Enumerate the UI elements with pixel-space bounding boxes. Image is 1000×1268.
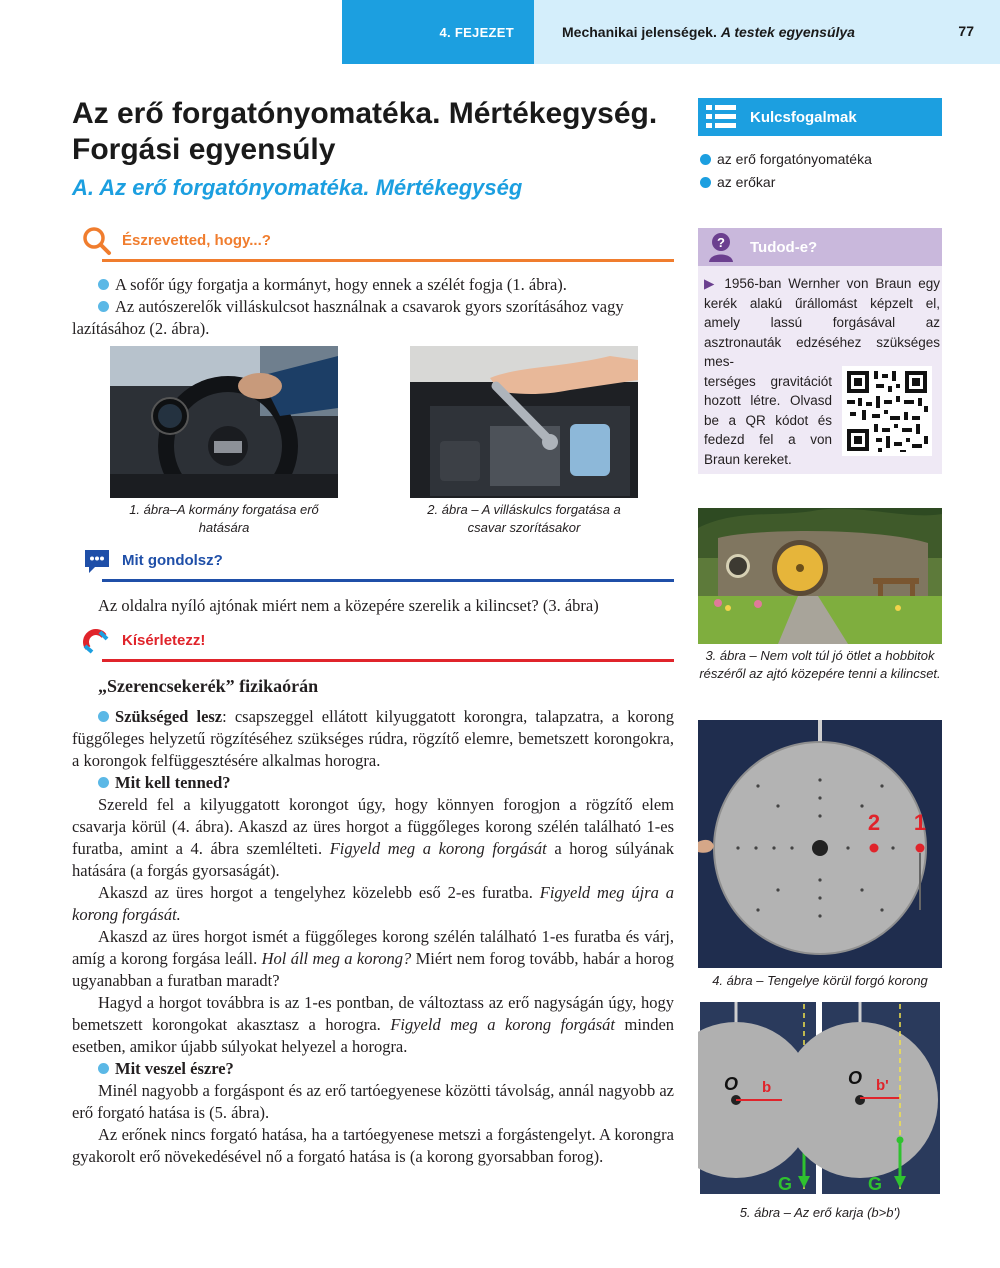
bullet-dot — [700, 177, 711, 188]
text: minden esetben, amikor újabb súlyokat helyezel a horogra. — [72, 1015, 675, 1056]
gondolsz-text: Az oldalra nyíló ajtónak miért nem a közepére szerelik a kilincset? (3. ábra) — [98, 596, 599, 615]
force-label-right: G — [868, 1174, 883, 1194]
lever-arm-diagram — [698, 1000, 942, 1196]
person-question-icon — [706, 232, 736, 262]
needs-text: : csapszeggel ellátott kilyuggatott korongra, talapzatra, a korong függőleges helyzetű rögzítéséhez szükséges rúdra, rögzítő elemre, bemetszett korongokra, a korongok felfüggesztésére alkalmas horogra. — [72, 707, 675, 770]
figure-1-caption: 1. ábra–A kormány forgatása erő hatására — [129, 502, 319, 535]
tudod-text-wide: 1956-ban Wernher von Braun egy kerék alakú űrállomást képzelt el, amely lassú forgásával az asztronauták edzéséhez szükséges mes- — [704, 276, 940, 369]
hobbit-door-photo — [698, 508, 942, 644]
steering-wheel-photo — [110, 346, 338, 498]
magnet-icon — [82, 626, 112, 656]
paragraph-text: A sofőr úgy forgatja a kormányt, hogy ennek a szélét fogja (1. ábra). — [115, 275, 567, 294]
speech-bubble-icon — [82, 546, 112, 576]
text-italic: Figyeld meg a korong forgását — [390, 1015, 616, 1034]
paragraph — [72, 296, 674, 340]
title-line-1: Az erő forgatónyomatéka. Mértékegység. — [72, 97, 658, 130]
experiment-heading: „Szerencsekerék” fizikaórán — [98, 676, 319, 696]
figure-3-caption: 3. ábra – Nem volt túl jó ötlet a hobbitok részéről az ajtó közepére tenni a kilincset. — [699, 648, 941, 681]
text: Hagyd a horgot továbbra is az 1-es pontban, de változtass az erő nagyságán úgy, hogy bemetszett korongokat akasztasz a horogra. — [72, 993, 674, 1034]
kulcsfogalmak-header — [698, 98, 942, 136]
qr-code — [842, 366, 932, 456]
tudod-paragraph-narrow: terséges gravitációt hozott létre. Olvasd be a QR kódot és fedezd fel a von Braun kereket. — [704, 373, 832, 467]
text-italic: Hol áll meg a korong? — [261, 949, 412, 968]
todo-label: Mit kell tenned? — [115, 773, 231, 792]
text: Szereld fel a kilyuggatott korongot úgy, hogy könnyen forogjon a rögzítő elem csavarja körül (4. ábra). Akaszd az üres horgot a függőleges korong szélén található 1-es furatba, amint a 4. ábra szemlélteti. — [72, 795, 674, 858]
tudod-paragraph-wide — [704, 274, 940, 372]
paragraph — [72, 1058, 674, 1080]
section-header-eszrevetted — [72, 226, 674, 262]
concept-item — [700, 148, 872, 171]
concept-list — [700, 148, 872, 194]
hole-1-marker — [916, 844, 925, 853]
figure-2-caption: 2. ábra – A villáskulcs forgatása a csavar szorításakor — [427, 502, 621, 535]
bullet-dot — [98, 777, 109, 788]
topic-main: Mechanikai jelenségek. — [562, 24, 717, 40]
tudod-header — [698, 228, 942, 266]
concept-item — [700, 171, 872, 194]
paragraph — [72, 882, 674, 926]
bullet-dot — [98, 711, 109, 722]
section-divider — [102, 659, 674, 662]
section-divider — [102, 259, 674, 262]
needs-label: Szükséged lesz — [115, 707, 223, 726]
paragraph-text: Az autószerelők villáskulcsot használnak a csavarok gyors szorításához vagy lazításához (2. ábra). — [72, 297, 624, 338]
rotating-disk-photo — [698, 720, 942, 968]
section-subtitle: A. Az erő forgatónyomatéka. Mértékegység — [72, 175, 523, 200]
concept-text: az erő forgatónyomatéka — [717, 151, 872, 167]
paragraph — [72, 274, 674, 296]
tudod-label: Tudod-e? — [750, 239, 818, 256]
paragraph — [72, 772, 674, 794]
experiment-text — [72, 706, 674, 1168]
section-header-gondolsz — [72, 546, 674, 582]
section-divider — [102, 579, 674, 582]
kulcsfogalmak-label: Kulcsfogalmak — [750, 109, 857, 126]
hole-1-label: 1 — [913, 810, 927, 835]
paragraph — [72, 794, 674, 882]
figure-4-caption: 4. ábra – Tengelye körül forgó korong — [712, 973, 928, 988]
list-icon — [706, 104, 736, 130]
text: a horog súlyának hatására (a forgás gyorsaságát). — [72, 839, 675, 880]
arm-label-b: b — [762, 1079, 772, 1096]
triangle-bullet-icon: ▶ — [704, 276, 718, 291]
hole-2-marker — [870, 844, 879, 853]
page-number: 77 — [958, 23, 974, 39]
paragraph — [72, 706, 674, 772]
title-line-2: Forgási egyensúly — [72, 133, 336, 166]
text-italic: Figyeld meg a korong forgását — [329, 839, 547, 858]
bullet-dot — [700, 154, 711, 165]
paragraph — [72, 992, 674, 1058]
arm-label-b-prime: b' — [876, 1077, 889, 1094]
topic-italic: A testek egyensúlya — [720, 24, 855, 40]
text: Akaszd az üres horgot ismét a függőleges korong szélén található 1-es furatba és várj, amíg a korong forgása leáll. — [72, 927, 674, 968]
paragraph: Az erőnek nincs forgató hatása, ha a tartóegyenese metszi a forgástengelyt. A korongra gyakorolt erő növekedésével nő a forgató hatása is (a korong gyorsabban forog). — [72, 1125, 674, 1166]
magnifier-icon — [82, 226, 112, 256]
bullet-dot — [98, 301, 109, 312]
wrench-engine-photo — [410, 346, 638, 498]
section-header-kiserletezz — [72, 626, 674, 662]
bullet-dot — [98, 279, 109, 290]
eszrevetted-text — [72, 274, 674, 340]
bullet-dot — [98, 1063, 109, 1074]
page-title — [72, 96, 692, 168]
concept-text: az erőkar — [717, 174, 776, 190]
notice-label: Mit veszel észre? — [115, 1059, 234, 1078]
chapter-topic — [534, 0, 1000, 64]
svg-text:?: ? — [717, 235, 725, 250]
figure-5-caption: 5. ábra – Az erő karja (b>b') — [739, 1205, 901, 1220]
force-label-left: G — [778, 1174, 793, 1194]
paragraph — [72, 926, 674, 992]
text: Akaszd az üres horgot a tengelyhez közelebb eső 2-es furatba. — [98, 883, 533, 902]
section-label: Észrevetted, hogy...? — [122, 232, 271, 249]
text-italic: Figyeld meg újra a korong forgását. — [72, 883, 675, 924]
text: Miért nem forog tovább, habár a horog ugyanabban a furatban maradt? — [72, 949, 675, 990]
paragraph: Minél nagyobb a forgáspont és az erő tartóegyenese közötti távolság, annál nagyobb az erő forgató hatása is (5. ábra). — [72, 1081, 674, 1122]
hole-2-label: 2 — [867, 810, 881, 835]
pivot-label-left: O — [724, 1074, 739, 1094]
section-label: Mit gondolsz? — [122, 552, 223, 569]
section-label: Kísérletezz! — [122, 632, 206, 649]
pivot-label-right: O — [848, 1068, 863, 1088]
chapter-label: 4. FEJEZET — [342, 0, 534, 64]
